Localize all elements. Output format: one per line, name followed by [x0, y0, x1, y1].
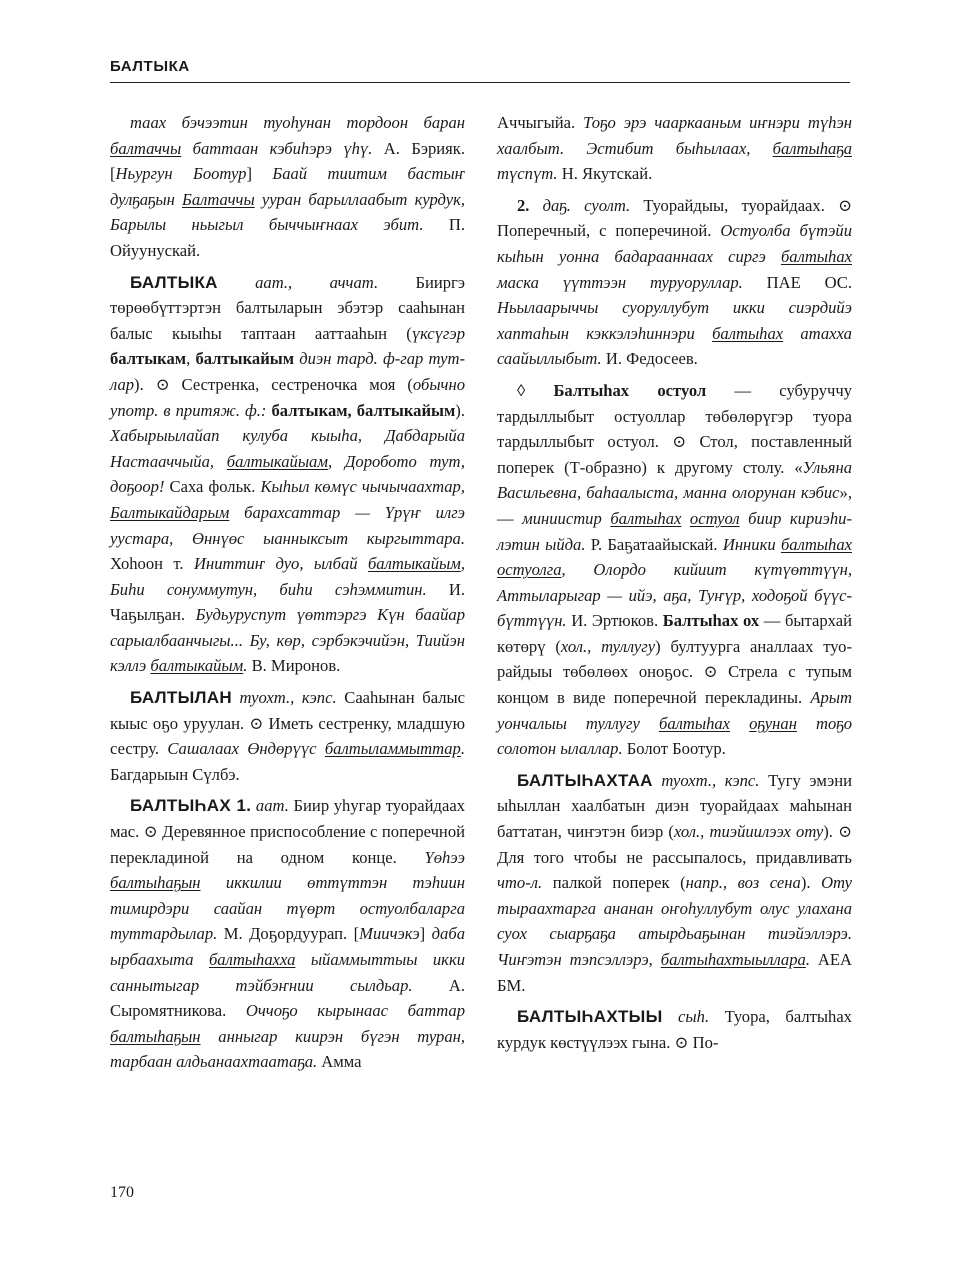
right-column — [497, 110, 852, 1055]
dictionary-entry-paragraph — [497, 1004, 852, 1055]
italic-text: . — [460, 739, 465, 759]
text-run: И. Чаҕылҕан. — [110, 579, 466, 625]
italic-text: Остуолба бүтэйи кыһын уонна бадарааннаах сиргэ — [497, 221, 853, 266]
text-run: И. Эртюков. — [566, 611, 663, 631]
translation-marker: ⊙ — [143, 822, 158, 842]
italic-text: түспүт. — [497, 164, 558, 184]
text-run: Стрела с тупым концом в виде поперечной перекладины. — [497, 662, 852, 708]
italic-text: ыйаммыттыы икки саннытыгар тэйбэҥнии сылдьар. — [110, 950, 465, 995]
text-run: А. Сыромятникова. — [110, 975, 465, 1021]
headword: БАЛТЫЛАН — [130, 688, 232, 708]
underlined-example-word: оҕунан — [749, 713, 797, 733]
italic-text: Сашалаах Өндөрүүс — [167, 739, 325, 759]
italic-text: үксүгэр — [411, 323, 465, 343]
translation-marker: ⊙ — [672, 432, 687, 452]
underlined-example-word: балтыһахха — [208, 950, 296, 969]
underlined-example-word: балтыкайым — [150, 656, 244, 676]
text-run: Саха фольк. — [164, 477, 261, 497]
italic-text: биир кириэһилэтин ыйда. — [497, 508, 852, 554]
text-run: Туора, балтыһах курдук көстүүлээх гына. — [497, 1007, 852, 1052]
underlined-example-word: балтыламмыттар — [324, 739, 461, 759]
headword: БАЛТЫҺАХТЫЫ — [517, 1007, 663, 1027]
italic-text: анныгар киирэн бүгэн туран, тарбаан алдьанаахтаатаҕа. — [110, 1026, 465, 1072]
page-number: 170 — [110, 1184, 134, 1201]
italic-text: аат., аччат. — [217, 272, 379, 292]
italic-text: обычно употр. в притяж. ф.: — [110, 374, 465, 420]
underlined-example-word: балтыһаҕа — [772, 138, 852, 158]
text-run: Биир уһугар туорайдаах мас. — [110, 796, 465, 842]
italic-text: Үөһээ — [424, 847, 465, 867]
text-run: ПАЕ ОС. — [742, 272, 852, 292]
text-run: Тугу эмэни ыһыллан хаалбатын диэн туорайдаах маһынан баттатан, чиҥэтэн биэр ( — [497, 770, 852, 842]
headword: БАЛТЫҺАХ 1. — [130, 796, 252, 816]
italic-text: . — [805, 950, 810, 969]
text-run: — бытархай көтөрү ( — [497, 611, 852, 656]
dictionary-entry-paragraph — [497, 768, 852, 998]
translation-marker: ⊙ — [155, 374, 170, 394]
underlined-example-word: балтыһах — [712, 323, 784, 343]
text-run: ). — [800, 873, 822, 893]
italic-text: Тоҕо эрэ чааркааным иҥнэри түһэн хаалбыт. Эстибит быһылаах, — [497, 113, 852, 158]
underlined-example-word: балтыһах — [780, 246, 852, 266]
italic-text: Ньылаарыччы суоруллубут икки сиэрдийэ хаптаһын кэккэлэһиннэри — [497, 298, 852, 343]
underlined-example-word: остуол — [689, 508, 740, 528]
underlined-example-word: балтыһах — [610, 508, 682, 528]
running-header — [110, 58, 850, 83]
italic-text: туохт., кэпс. — [652, 770, 760, 790]
italic-text — [681, 509, 690, 528]
italic-text: даба ырбаахыта — [110, 924, 465, 969]
dictionary-entry-paragraph — [497, 110, 852, 187]
underlined-example-word: Балтыкайдарым — [110, 502, 230, 522]
italic-text: , Биһи сонуммутун, биһи сэһэммитин. — [110, 554, 465, 599]
text-run: Сестренка, сестреночка моя ( — [169, 374, 413, 394]
italic-text: иккилии өттүттэн тэһиин тимирдэри саайан түөрт остуолбаларга туттардылар. — [110, 873, 465, 944]
translation-marker: ⊙ — [838, 822, 852, 842]
running-title: БАЛТЫКА — [110, 58, 190, 75]
translation-marker: ⊙ — [703, 662, 718, 682]
italic-text: аат. — [251, 796, 289, 816]
italic-text: Хабырыылайап кулуба кыыһа, Дабдарыйа Настааччыйа, — [110, 426, 465, 471]
italic-text: Иниттиҥ дуо, ылбай — [194, 554, 368, 574]
underlined-example-word: балтыһах — [780, 534, 852, 554]
italic-text: хол., туллугу — [560, 636, 656, 656]
text-run: Болот Боотур. — [622, 739, 726, 759]
text-run: В. Миронов. — [247, 656, 341, 676]
italic-text: , Олордо кийиит күтүөттүүн, Аттыларыгар — ийэ, аҕа, Туҥүр, ходоҕой бүүс-бүттүүн. — [497, 560, 852, 631]
text-run: И. Федосеев. — [601, 349, 698, 369]
text-run: ). — [455, 400, 465, 420]
text-run: ] — [246, 164, 273, 184]
left-column — [110, 110, 465, 1075]
dictionary-entry-paragraph — [110, 685, 465, 787]
italic-text: миниистир — [522, 508, 611, 528]
translation-marker: ⊙ — [674, 1032, 689, 1052]
italic-text: напр., воз сена — [685, 873, 801, 893]
dictionary-entry-paragraph — [110, 270, 465, 680]
underlined-example-word: балтыкайыам — [226, 451, 328, 471]
text-run: Хоһоон т. — [110, 554, 194, 574]
text-run: По- — [688, 1032, 719, 1052]
italic-text: туохт., кэпс. — [231, 688, 337, 708]
italic-text: Баай тиитим бастыҥ дулҕаҕын — [110, 164, 465, 209]
underlined-example-word: балтыһахтыыллара — [660, 950, 806, 969]
text-run: , — [186, 349, 196, 369]
bold-term: Балтыһах ох — [662, 611, 760, 631]
italic-text: даҕ. суолт. — [529, 195, 631, 215]
italic-text: Арыт уончалыы туллугу — [497, 688, 852, 733]
text-run: П. Ойуунускай. — [110, 215, 466, 260]
italic-text: Оту тыраахтарга ананан оҥоһуллубут олус улахана суох сыарҕаҕа атырдьаҕынан тиэйэллэрэ. Чиҥэтэн тэпсэллэрэ, — [497, 873, 852, 969]
italic-text: таах бэчээтин туоһунан тордоон баран — [130, 113, 465, 132]
italic-text: диэн тард. ф-гар тут-лар — [110, 349, 465, 394]
text-run: — субуруччу тардыллыбыт остуоллар төбөлөрүгэр туора тардыллыбыт остуол. — [497, 380, 852, 452]
text-run: ] — [419, 924, 432, 944]
bold-term: балтыкайым — [195, 349, 295, 369]
bold-term: Балтыһах остуол — [553, 380, 707, 400]
text-run: Поперечный, с поперечиной. — [497, 221, 721, 241]
italic-text: . — [243, 656, 248, 676]
dictionary-entry-paragraph — [110, 793, 465, 1075]
text-run: Бииргэ төрөөбүттэртэн балтыларын эбэтэр сааһынан балыс кыыһы таптаан ааттааһын ( — [110, 272, 465, 343]
italic-text: сыһ. — [662, 1007, 710, 1027]
bold-term: балтыкам, балтыкайым — [271, 400, 456, 420]
text-run: Деревянное приспособление с поперечной перекладиной на одном конце. — [110, 822, 465, 867]
dictionary-entry-paragraph — [110, 110, 465, 264]
underlined-example-word: балтыһаҕын — [110, 1026, 201, 1046]
italic-text: , Доробото тут, доҕоор! — [110, 451, 466, 497]
text-run: ). — [823, 822, 839, 842]
text-run: ). — [134, 374, 156, 394]
underlined-example-word: Балтаччы — [182, 189, 255, 209]
italic-text: Миичэкэ — [359, 924, 420, 944]
dictionary-entry-paragraph — [497, 193, 852, 372]
text-run: Н. Якутскай. — [557, 164, 653, 184]
text-run: Стол, поставленный поперек (Т-образно) к другому столу. « — [497, 432, 853, 477]
text-run: А. Бэрияк. [ — [110, 138, 465, 184]
italic-text: что-л. — [497, 873, 543, 893]
text-run: Р. Баҕатаайыскай. — [585, 534, 723, 554]
italic-text: Ульяна Васильевна, баһаалыста, манна олорунан кэбис — [497, 457, 852, 503]
italic-text: атахха саайыллыбыт. — [497, 323, 852, 369]
text-run: », — — [497, 483, 852, 528]
underlined-example-word: балтыһах — [658, 713, 731, 733]
underlined-example-word: балтыһаҕын — [110, 873, 201, 893]
text-run: Туорайдыы, туорайдаах. — [630, 195, 839, 215]
italic-text: маска үүттээн туруоруллар. — [497, 272, 743, 292]
underlined-example-word: балтыкайым — [367, 554, 461, 574]
text-run: АЕА БМ. — [497, 950, 852, 995]
italic-text: Оччоҕо кырынаас баттар — [245, 1001, 465, 1021]
bold-term: балтыкам — [110, 349, 187, 369]
dictionary-entry-paragraph — [497, 378, 852, 762]
italic-text: Ньургун Боотур — [115, 164, 247, 184]
italic-text: Инники — [722, 534, 781, 554]
text-run: Иметь сестренку, младшую сестру. — [110, 713, 465, 759]
translation-marker: ⊙ — [838, 195, 852, 215]
italic-text: Будьуруспут үөттэргэ Күн баайар сарыалбаанчыгы... Бу, көр, сэрбэкэчийэн, Тиийэн кэллэ — [110, 605, 465, 676]
text-run: М. Доҕордуурап. [ — [217, 924, 360, 944]
underlined-example-word: остуолга — [497, 560, 562, 580]
text-run: Амма — [317, 1052, 362, 1072]
text-run: Багдарыын Сүлбэ. — [110, 764, 240, 784]
text-run: Аччыгыйа. — [497, 113, 584, 132]
headword: БАЛТЫҺАХТАА — [517, 770, 653, 790]
italic-text: Кыһыл көмүс чычычаахтар, — [260, 477, 466, 497]
text-run: Для того чтобы не рассыпалось, придавливать — [497, 847, 852, 867]
italic-text: ууран барыллаабыт курдук, Барылы ньыгыл быччыҥнаах эбит. — [110, 189, 466, 235]
italic-text: хол., тиэйиилээх оту — [673, 822, 824, 842]
underlined-example-word: балтаччы — [110, 138, 182, 158]
italic-text: тоҕо солотон ылаллар. — [497, 713, 852, 759]
italic-text: барахсаттар — Үрүҥ илгэ уустара, Өннүөс ыанныксыт кыргыттара. — [110, 502, 465, 548]
text-run: ◊ — [517, 380, 554, 400]
text-run: Сааһынан балыс кыыс оҕо уруулан. — [110, 688, 466, 733]
text-run: палкой поперек ( — [542, 873, 686, 893]
italic-text — [730, 714, 749, 733]
headword: БАЛТЫКА — [130, 272, 218, 292]
italic-text: баттаан кэбиһэрэ үһү. — [181, 138, 373, 158]
text-run: ) бултуурга аналлаах туорайдыы төбөлөөх оноҕос. — [497, 636, 852, 682]
translation-marker: ⊙ — [249, 713, 264, 733]
bold-term: 2. — [517, 195, 530, 215]
